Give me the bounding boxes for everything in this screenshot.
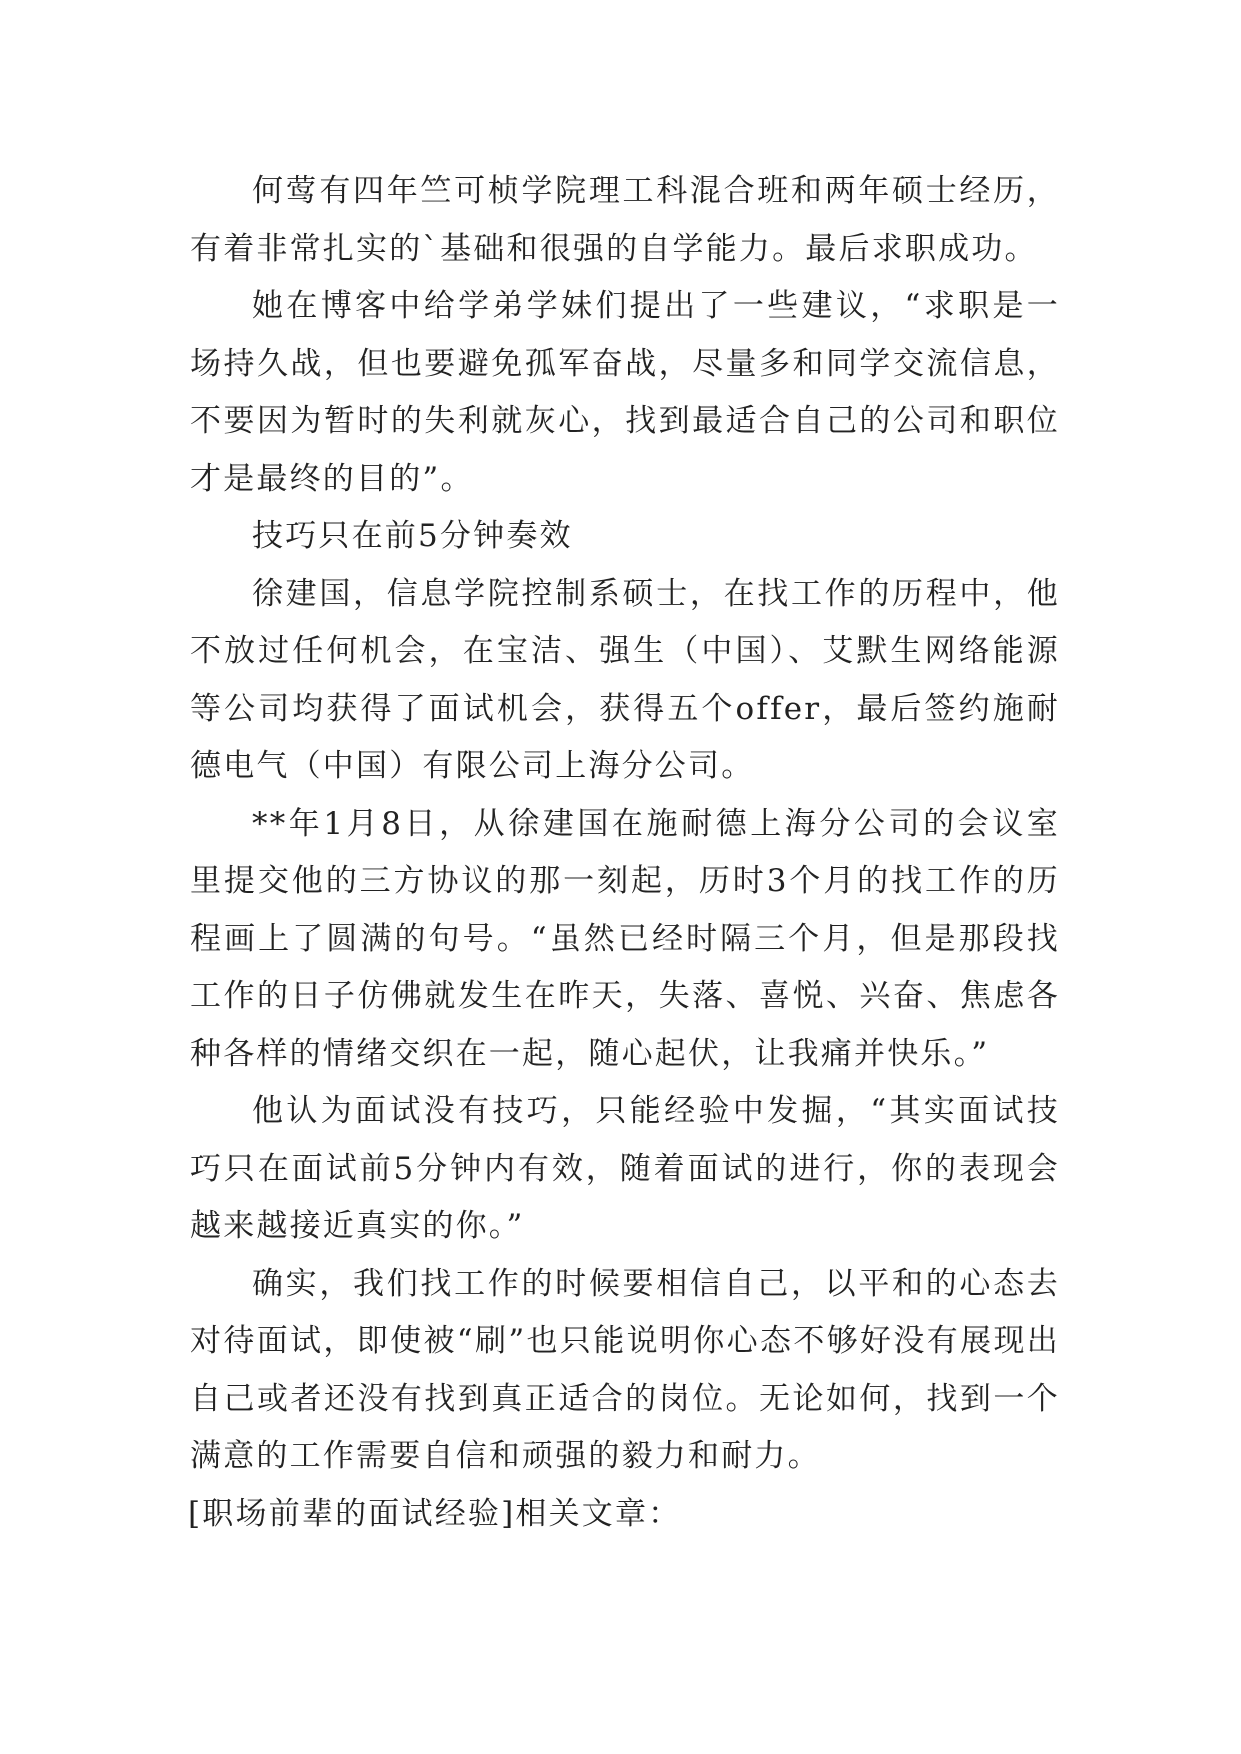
- paragraph: 确实，我们找工作的时候要相信自己，以平和的心态去对待面试，即使被“刷”也只能说明你心态不够好没有展现出自己或者还没有找到真正适合的岗位。无论如何，找到一个满意的工作需要自信和顽强的毅力和耐力。: [190, 1265, 1060, 1474]
- paragraph: 他认为面试没有技巧，只能经验中发掘，“其实面试技巧只在面试前5分钟内有效，随着面试的进行，你的表现会越来越接近真实的你。”: [190, 1093, 1060, 1244]
- related-articles-label: [职场前辈的面试经验]相关文章：: [188, 1495, 682, 1532]
- section-heading: 技巧只在前5分钟奏效: [252, 518, 573, 554]
- paragraph: 她在博客中给学弟学妹们提出了一些建议，“求职是一场持久战，但也要避免孤军奋战，尽量多和同学交流信息，不要因为暂时的失利就灰心，找到最适合自己的公司和职位才是最终的目的”。: [190, 288, 1060, 497]
- paragraph: 何莺有四年竺可桢学院理工科混合班和两年硕士经历，有着非常扎实的`基础和很强的自学能力。最后求职成功。: [190, 173, 1060, 267]
- paragraph: 徐建国，信息学院控制系硕士，在找工作的历程中，他不放过任何机会，在宝洁、强生（中国）、艾默生网络能源等公司均获得了面试机会，获得五个offer，最后签约施耐德电气（中国）有限公司上海分公司。: [190, 575, 1060, 784]
- document-body: [190, 163, 1060, 1543]
- paragraph: **年1月8日，从徐建国在施耐德上海分公司的会议室里提交他的三方协议的那一刻起，历时3个月的找工作的历程画上了圆满的句号。“虽然已经时隔三个月，但是那段找工作的日子仿佛就发生在昨天，失落、喜悦、兴奋、焦虑各种各样的情绪交织在一起，随心起伏，让我痛并快乐。”: [190, 805, 1060, 1072]
